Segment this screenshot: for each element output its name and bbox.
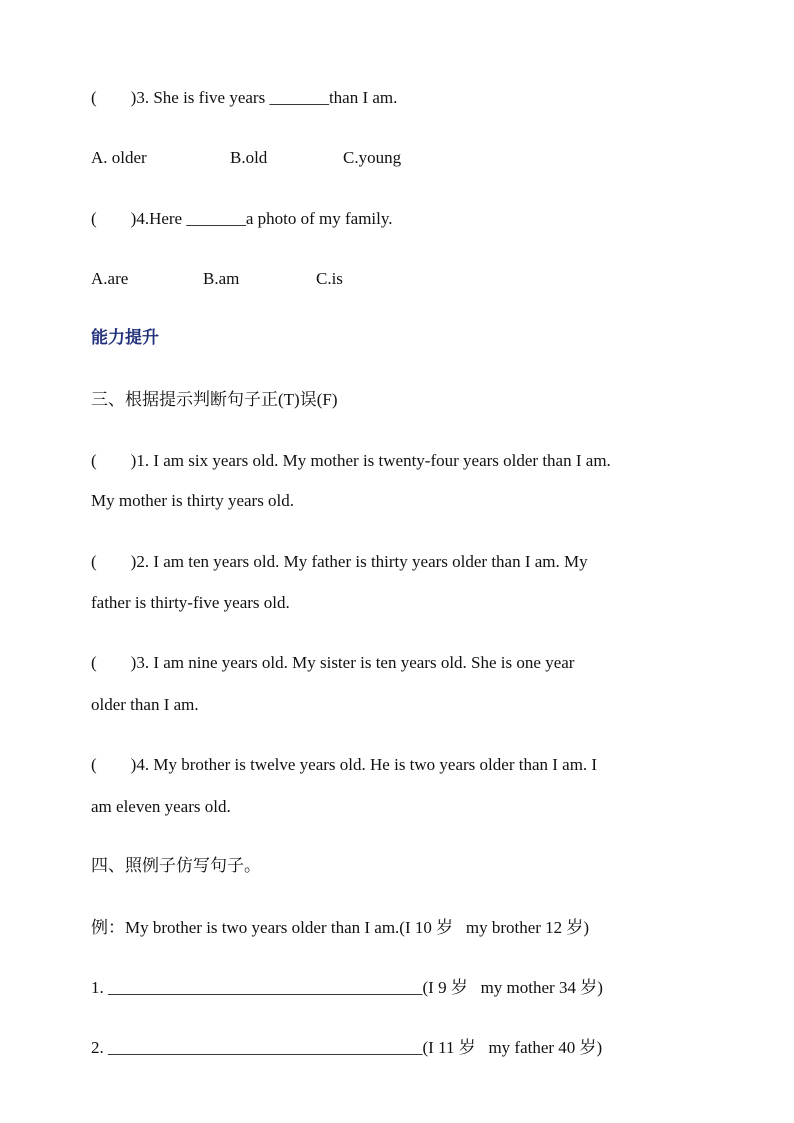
tf-item-4-line-2: am eleven years old. bbox=[91, 797, 231, 816]
tf-item-1-line-2: My mother is thirty years old. bbox=[91, 491, 295, 510]
rewrite-item-2: 2. _____________________________________(I 11 岁 my father 40 岁) bbox=[91, 1038, 603, 1057]
option-b: B.am bbox=[203, 269, 240, 288]
tf-item-3-line-2: older than I am. bbox=[91, 695, 199, 714]
section-3-heading: 三、根据提示判断句子正(T)误(F) bbox=[91, 390, 338, 409]
tf-item-2-line-2: father is thirty-five years old. bbox=[91, 593, 290, 612]
tf-item-2-line-1: ( )2. I am ten years old. My father is thirty years older than I am. My bbox=[91, 552, 588, 571]
option-a: A.are bbox=[91, 269, 129, 288]
option-b: B.old bbox=[230, 148, 268, 167]
section-4-heading: 四、照例子仿写句子。 bbox=[91, 856, 261, 875]
tf-item-4-line-1: ( )4. My brother is twelve years old. He is two years older than I am. I bbox=[91, 755, 598, 774]
section-title-ability: 能力提升 bbox=[91, 328, 159, 347]
question-3: ( )3. She is five years _______than I am. bbox=[91, 88, 398, 107]
option-a: A. older bbox=[91, 148, 147, 167]
question-4: ( )4.Here _______a photo of my family. bbox=[91, 209, 393, 228]
example-sentence: 例：My brother is two years older than I am.(I 10 岁 my brother 12 岁) bbox=[91, 918, 590, 937]
option-c: C.young bbox=[343, 148, 402, 167]
option-c: C.is bbox=[316, 269, 343, 288]
tf-item-3-line-1: ( )3. I am nine years old. My sister is ten years old. She is one year bbox=[91, 653, 575, 672]
tf-item-1-line-1: ( )1. I am six years old. My mother is twenty-four years older than I am. bbox=[91, 451, 611, 470]
rewrite-item-1: 1. _____________________________________(I 9 岁 my mother 34 岁) bbox=[91, 978, 603, 997]
